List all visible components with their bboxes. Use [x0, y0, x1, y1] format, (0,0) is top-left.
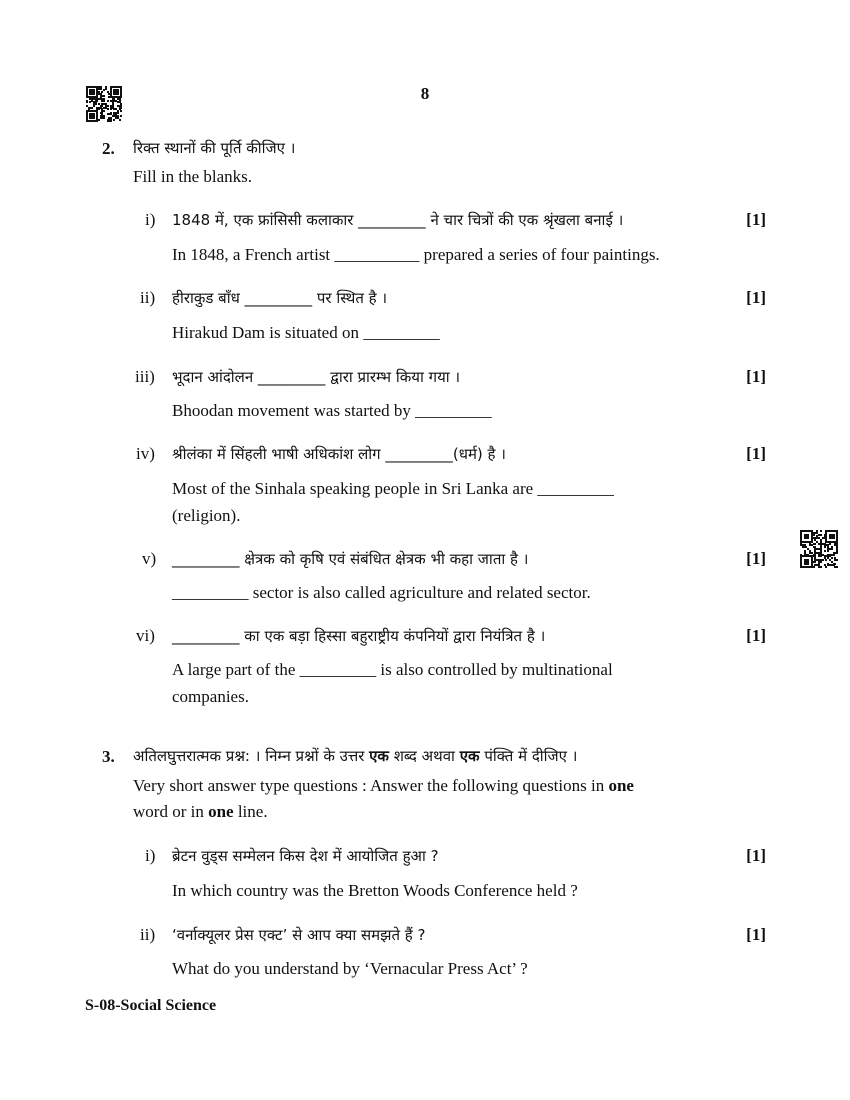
qr-module: [814, 561, 816, 563]
qr-module: [831, 557, 833, 559]
q2-iii-hindi: भूदान आंदोलन _________ द्वारा प्रारम्भ किया गया ।: [172, 368, 461, 386]
q2-iv-english: Most of the Sinhala speaking people in Sri Lanka are _________: [172, 479, 614, 498]
question-3-hindi: [133, 746, 577, 766]
question-3-hindi-part-d: पंक्ति में दीजिए ।: [479, 747, 578, 765]
q2-ii-marks: [1]: [746, 288, 766, 307]
qr-module: [807, 537, 809, 539]
q2-iv-label: iv): [136, 444, 155, 463]
q3-ii-english: What do you understand by ‘Vernacular Press Act’ ?: [172, 959, 528, 978]
question-3-hindi-part-c: शब्द अथवा: [388, 747, 460, 765]
qr-module: [119, 119, 121, 121]
qr-module: [836, 559, 838, 561]
q2-vi-hindi: _________ का एक बड़ा हिस्सा बहुराष्ट्रीय कंपनियों द्वारा नियंत्रित है ।: [172, 627, 546, 645]
qr-module: [807, 563, 809, 565]
qr-module: [836, 552, 838, 554]
q2-v-english: _________ sector is also called agriculture and related sector.: [172, 583, 591, 602]
qr-module: [93, 105, 95, 107]
q2-ii-label: ii): [140, 288, 156, 307]
qr-code-right-margin: [800, 530, 838, 568]
qr-module: [827, 550, 829, 552]
qr-module: [834, 563, 836, 565]
q2-i-label: i): [145, 210, 156, 229]
qr-module: [820, 530, 822, 532]
qr-module: [831, 548, 833, 550]
q2-i-hindi: 1848 में, एक फ्रांसिसी कलाकार _________ ने चार चित्रों की एक श्रृंखला बनाई ।: [172, 211, 624, 229]
q2-i-marks: [1]: [746, 210, 766, 229]
q2-iii-marks: [1]: [746, 367, 766, 386]
qr-module: [103, 110, 105, 112]
question-2-number: 2.: [102, 139, 115, 158]
q2-ii-hindi: हीराकुड बाँध _________ पर स्थित है ।: [172, 289, 388, 307]
q2-ii-english: Hirakud Dam is situated on _________: [172, 323, 440, 342]
qr-module: [824, 546, 826, 548]
qr-module: [833, 537, 835, 539]
qr-module: [820, 566, 822, 568]
qr-module: [107, 108, 109, 110]
q2-vi-english: A large part of the _________ is also controlled by multinational: [172, 660, 613, 679]
question-3-english-line-1: [133, 776, 634, 796]
question-3-hindi-part-a: अतिलघुत्तरात्मक प्रश्न: । निम्न प्रश्नों के उत्तर: [133, 747, 370, 765]
q2-iv-marks: [1]: [746, 444, 766, 463]
qr-module: [822, 559, 824, 561]
qr-module: [825, 566, 827, 568]
question-2-english: Fill in the blanks.: [133, 167, 252, 186]
qr-module: [829, 543, 831, 545]
qr-module: [813, 566, 815, 568]
qr-module: [96, 120, 98, 122]
q2-iii-label: iii): [135, 367, 155, 386]
qr-module: [820, 534, 822, 536]
question-3-hindi-bold-2: एक: [459, 747, 480, 765]
question-3-english-bold-1: one: [608, 776, 634, 795]
qr-module: [824, 550, 826, 552]
qr-module: [120, 107, 122, 109]
footer-subject-code: S-08-Social Science: [85, 997, 217, 1014]
qr-module: [814, 543, 816, 545]
qr-module: [113, 119, 115, 121]
qr-module: [820, 561, 822, 563]
qr-module: [117, 112, 119, 114]
qr-module: [820, 555, 822, 557]
qr-module: [110, 108, 112, 110]
q3-ii-label: ii): [140, 925, 156, 944]
qr-module: [98, 119, 100, 121]
q2-i-english: In 1848, a French artist __________ prepared a series of four paintings.: [172, 245, 660, 264]
qr-module: [120, 110, 122, 112]
qr-module: [93, 117, 95, 119]
q3-ii-marks: [1]: [746, 925, 766, 944]
q2-iv-hindi: श्रीलंका में सिंहली भाषी अधिकांश लोग _________(धर्म) है ।: [172, 445, 506, 463]
q3-ii-hindi: ‘वर्नाक्यूलर प्रेस एक्ट’ से आप क्या समझते हैं ?: [172, 926, 426, 944]
q3-i-english: In which country was the Bretton Woods Conference held ?: [172, 881, 578, 900]
question-3-english-part-d: line.: [233, 802, 268, 821]
q3-i-label: i): [145, 846, 156, 865]
question-3-english-bold-2: one: [208, 802, 234, 821]
qr-module: [98, 108, 100, 110]
question-3-english-line-2: [133, 802, 268, 822]
qr-module: [110, 120, 112, 122]
qr-module: [836, 566, 838, 568]
qr-module: [833, 554, 835, 556]
question-2-hindi: रिक्त स्थानों की पूर्ति कीजिए ।: [133, 139, 296, 157]
qr-module: [813, 534, 815, 536]
q2-v-hindi: _________ क्षेत्रक को कृषि एवं संबंधित क्षेत्रक भी कहा जाता है ।: [172, 550, 529, 568]
qr-module: [91, 107, 93, 109]
question-3-english-part-a: Very short answer type questions : Answer the following questions in: [133, 776, 609, 795]
q2-iii-english: Bhoodan movement was started by _________: [172, 401, 492, 420]
question-3-hindi-bold-1: एक: [369, 747, 389, 765]
q2-vi-label: vi): [136, 626, 155, 645]
qr-module: [107, 105, 109, 107]
q2-v-marks: [1]: [746, 549, 766, 568]
question-3-english-part-c: word or in: [133, 802, 209, 821]
qr-module: [120, 115, 122, 117]
qr-module: [103, 117, 105, 119]
q3-i-marks: [1]: [746, 846, 766, 865]
q2-vi-marks: [1]: [746, 626, 766, 645]
q2-iv-english-cont: (religion).: [172, 506, 241, 525]
question-3-number: 3.: [102, 747, 115, 766]
q3-i-hindi: ब्रेटन वुड्स सम्मेलन किस देश में आयोजित हुआ ?: [172, 847, 439, 865]
q2-v-label: v): [142, 549, 157, 568]
q2-vi-english-cont: companies.: [172, 687, 249, 706]
page-number: 8: [420, 84, 430, 103]
qr-module: [825, 559, 827, 561]
